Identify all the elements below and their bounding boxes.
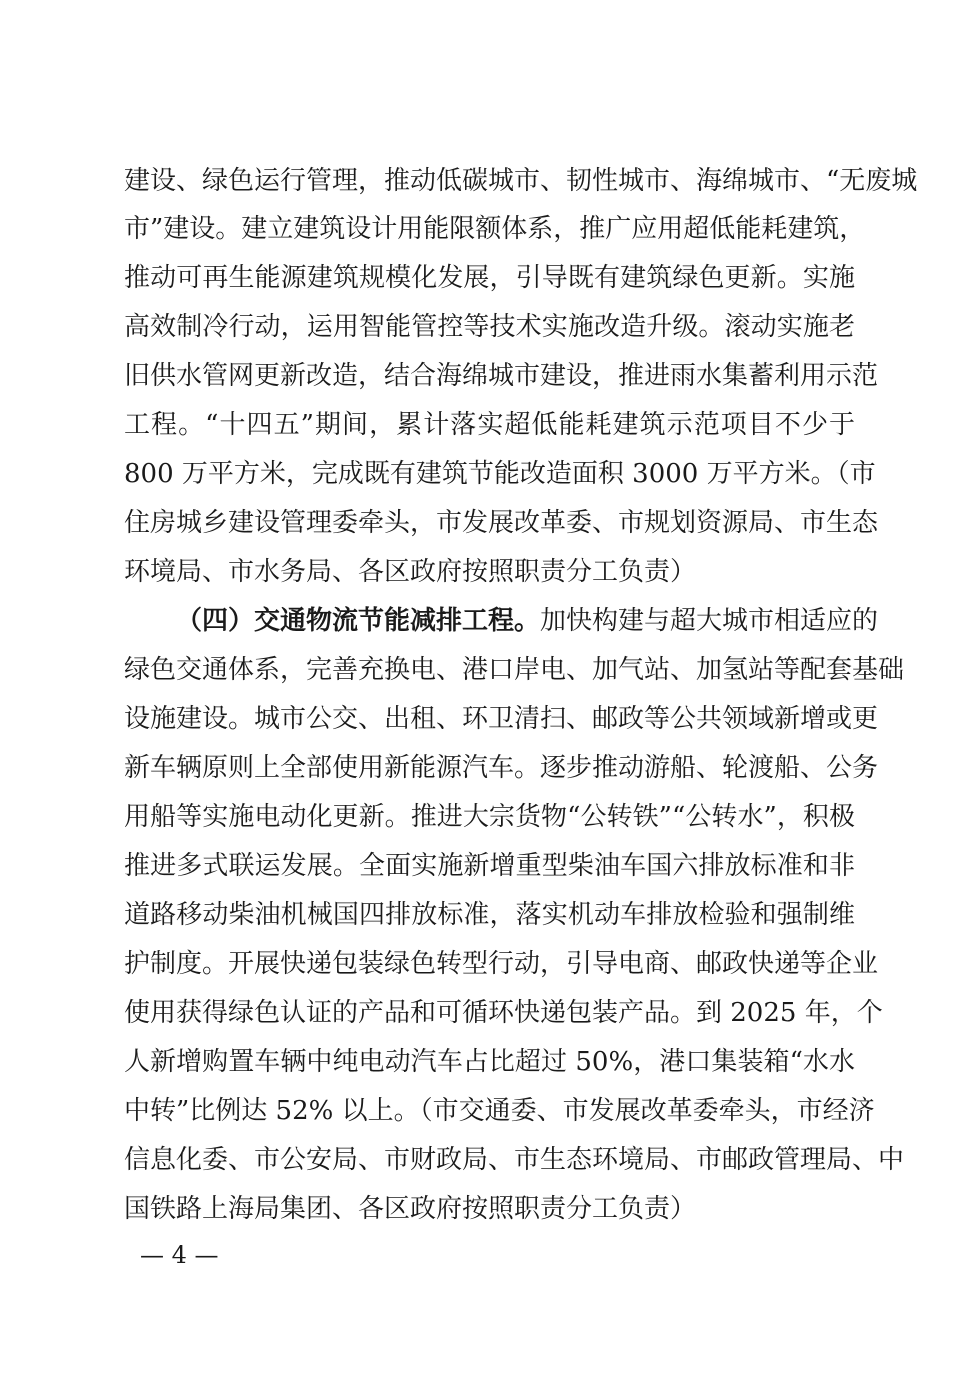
text-line: 中转”比例达 52% 以上。（市交通委、市发展改革委牵头，市经济 xyxy=(124,1096,875,1126)
text-line: 高效制冷行动，运用智能管控等技术实施改造升级。滚动实施老 xyxy=(124,312,855,342)
text-line: 信息化委、市公安局、市财政局、市生态环境局、市邮政管理局、中 xyxy=(124,1145,905,1175)
text-line: 住房城乡建设管理委牵头，市发展改革委、市规划资源局、市生态 xyxy=(124,508,879,538)
text-line: 国铁路上海局集团、各区政府按照职责分工负责） xyxy=(124,1194,697,1224)
text-line: 环境局、市水务局、各区政府按照职责分工负责） xyxy=(124,557,697,587)
text-line: 市”建设。建立建筑设计用能限额体系，推广应用超低能耗建筑， xyxy=(124,214,866,244)
text-line: 使用获得绿色认证的产品和可循环快递包装产品。到 2025 年，个 xyxy=(124,998,883,1028)
section-first-line xyxy=(176,606,879,636)
text-line: 护制度。开展快递包装绿色转型行动，引导电商、邮政快递等企业 xyxy=(124,949,879,979)
text-line: 道路移动柴油机械国四排放标准，落实机动车排放检验和强制维 xyxy=(124,900,855,930)
text-line: 设施建设。城市公交、出租、环卫清扫、邮政等公共领域新增或更 xyxy=(124,704,879,734)
text-line: 绿色交通体系，完善充换电、港口岸电、加气站、加氢站等配套基础 xyxy=(124,655,905,685)
text-line: 推进多式联运发展。全面实施新增重型柴油车国六排放标准和非 xyxy=(124,851,855,881)
text-line: 工程。“十四五”期间，累计落实超低能耗建筑示范项目不少于 xyxy=(124,410,855,440)
text-line: 建设、绿色运行管理，推动低碳城市、韧性城市、海绵城市、“无废城 xyxy=(124,166,918,196)
text-line: 用船等实施电动化更新。推进大宗货物“公转铁”“公转水”，积极 xyxy=(124,802,855,832)
text-line: 新车辆原则上全部使用新能源汽车。逐步推动游船、轮渡船、公务 xyxy=(124,753,879,783)
text-line: 人新增购置车辆中纯电动汽车占比超过 50%，港口集装箱“水水 xyxy=(124,1047,855,1077)
section-first-line-text: 加快构建与超大城市相适应的 xyxy=(540,606,879,636)
text-line: 旧供水管网更新改造，结合海绵城市建设，推进雨水集蓄利用示范 xyxy=(124,361,879,391)
section-heading: （四）交通物流节能减排工程。 xyxy=(176,606,541,636)
text-line: 800 万平方米，完成既有建筑节能改造面积 3000 万平方米。（市 xyxy=(124,459,876,489)
text-line: 推动可再生能源建筑规模化发展，引导既有建筑绿色更新。实施 xyxy=(124,263,855,293)
page-number: — 4 — xyxy=(140,1241,219,1269)
